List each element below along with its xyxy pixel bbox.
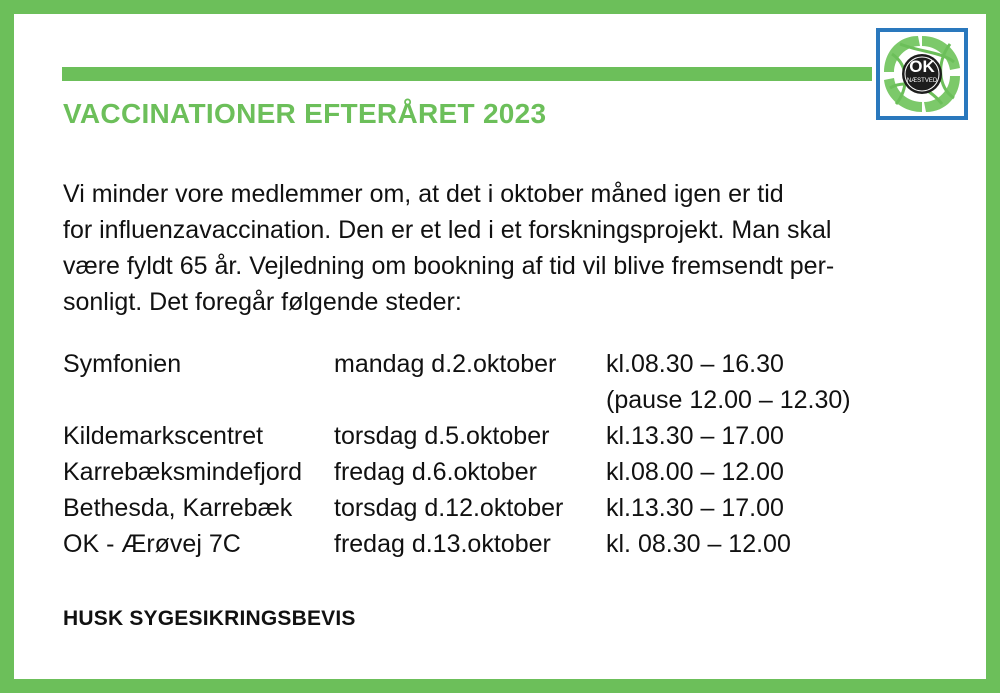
schedule-date: torsdag d.12.oktober (334, 494, 564, 522)
schedule-date: fredag d.6.oktober (334, 458, 537, 486)
intro-line: være fyldt 65 år. Vejledning om bookning af tid vil blive fremsendt per- (63, 252, 835, 280)
schedule-date: mandag d.2.oktober (334, 350, 557, 378)
intro-paragraph (63, 176, 933, 320)
schedule-time: kl.08.00 – 12.00 (606, 458, 784, 486)
schedule-place: OK - Ærøvej 7C (63, 530, 241, 558)
schedule-time: kl.08.30 – 16.30 (606, 350, 784, 378)
schedule-place: Kildemarkscentret (63, 422, 264, 450)
footer-note: HUSK SYGESIKRINGSBEVIS (63, 607, 356, 630)
intro-line: for influenzavaccination. Den er et led i et forskningsprojekt. Man skal (63, 216, 832, 244)
schedule-place: Bethesda, Karrebæk (63, 494, 293, 522)
announcement-card (14, 14, 986, 679)
logo-text: OK (909, 57, 935, 76)
schedule-time: kl.13.30 – 17.00 (606, 422, 784, 450)
accent-bar (62, 67, 872, 81)
schedule-time: kl.13.30 – 17.00 (606, 494, 784, 522)
ok-naestved-logo (876, 28, 968, 120)
schedule-place: Karrebæksmindefjord (63, 458, 302, 486)
schedule-time: kl. 08.30 – 12.00 (606, 530, 791, 558)
schedule-place: Symfonien (63, 350, 182, 378)
schedule-time: (pause 12.00 – 12.30) (606, 386, 851, 414)
logo-subtext: NÆSTVED (906, 78, 938, 84)
schedule-date: torsdag d.5.oktober (334, 422, 550, 450)
schedule-date: fredag d.13.oktober (334, 530, 551, 558)
intro-line: sonligt. Det foregår følgende steder: (63, 288, 462, 316)
page-title: VACCINATIONER EFTERÅRET 2023 (63, 98, 547, 129)
intro-line: Vi minder vore medlemmer om, at det i oktober måned igen er tid (63, 180, 784, 208)
